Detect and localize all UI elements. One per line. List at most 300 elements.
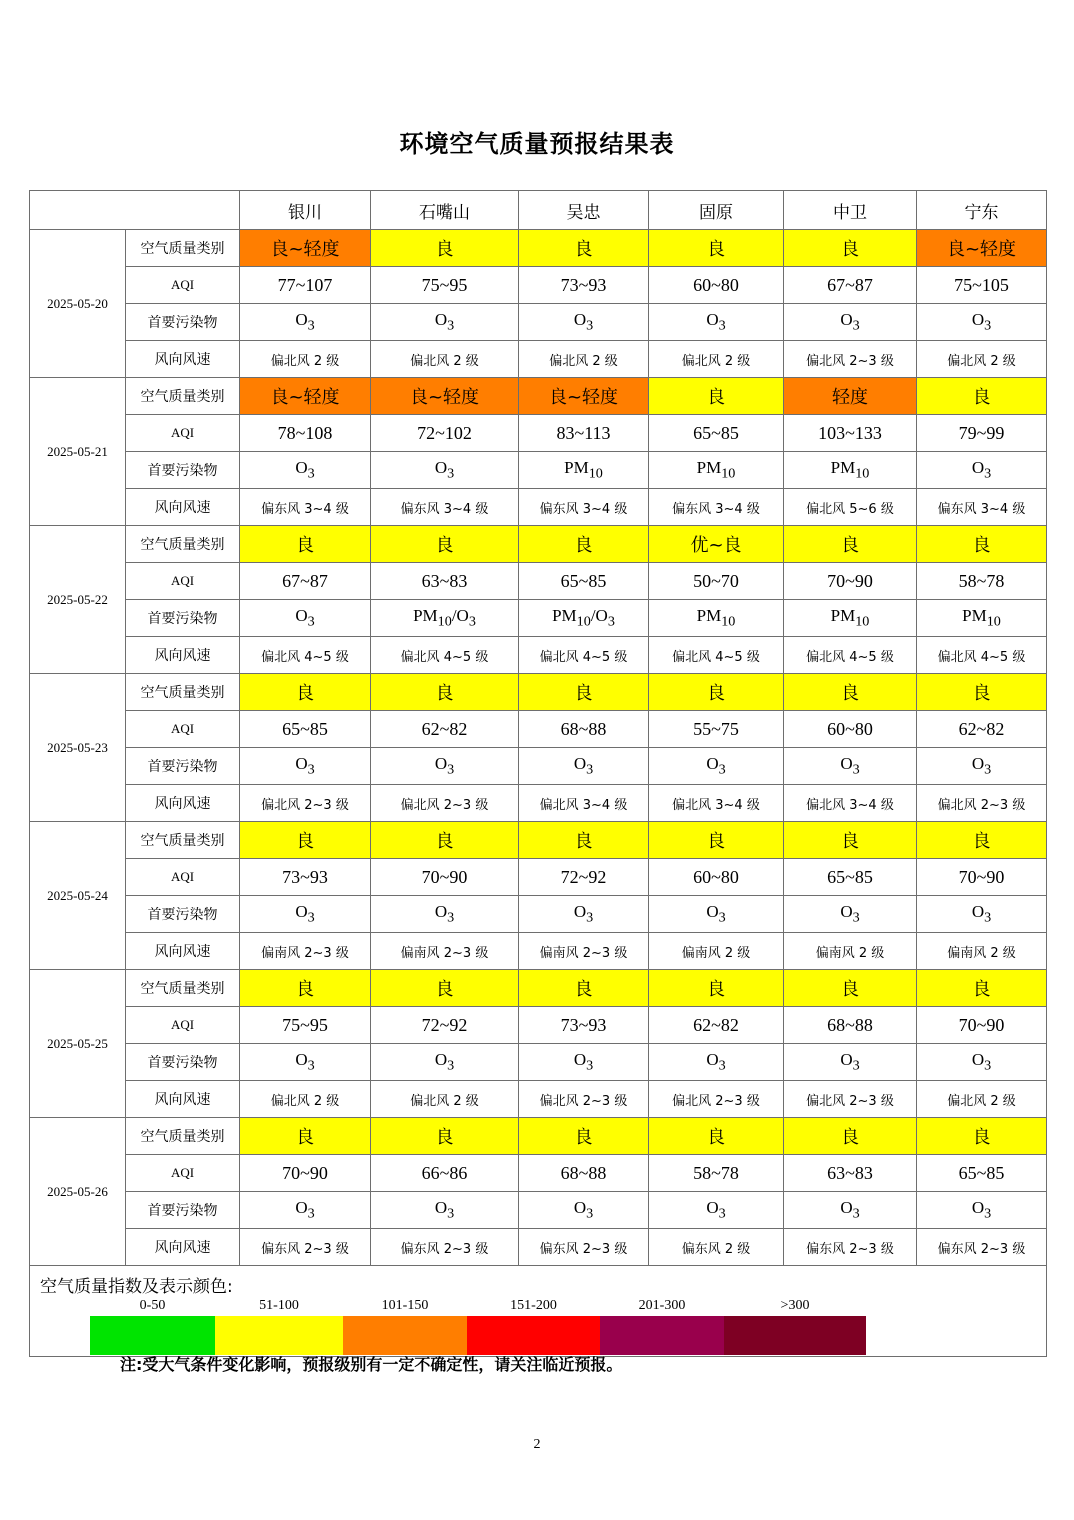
aqi-cell: 65~85	[784, 859, 917, 896]
wind-text: 偏南风 2~3 级	[539, 945, 628, 961]
row-label-category: 空气质量类别	[126, 970, 240, 1007]
row-label-pollutant: 首要污染物	[126, 748, 240, 785]
pollutant-name: O	[295, 753, 308, 773]
pollutant-subscript: 3	[718, 761, 726, 778]
pollutant-name: O	[971, 457, 985, 477]
pollutant-cell	[371, 1044, 519, 1081]
wind-text: 偏北风 4~5 级	[539, 649, 628, 665]
pollutant-name: PM	[962, 605, 987, 625]
pollutant-name: O	[706, 309, 719, 329]
pollutant-cell	[240, 600, 371, 637]
pollutant-subscript: 3	[586, 761, 594, 778]
pollutant-cell	[519, 1044, 649, 1081]
aqi-cell: 65~85	[649, 415, 784, 452]
wind-text: 偏北风 2~3 级	[400, 797, 489, 813]
wind-text: 偏东风 2 级	[681, 1241, 751, 1257]
aqi-range-label: 51-100	[259, 1298, 299, 1313]
aqi-cell: 68~88	[784, 1007, 917, 1044]
pollutant-cell	[649, 1192, 784, 1229]
aqi-cell: 103~133	[784, 415, 917, 452]
pollutant-cell	[240, 896, 371, 933]
pollutant-name: O	[295, 457, 308, 477]
table-row	[30, 267, 1047, 304]
category-cell: 良	[784, 970, 917, 1007]
pollutant-cell	[240, 452, 371, 489]
row-label-wind: 风向风速	[126, 1229, 240, 1266]
row-label-wind: 风向风速	[126, 637, 240, 674]
aqi-color-scale	[90, 1298, 866, 1355]
date-cell: 2025-05-25	[30, 970, 126, 1118]
pollutant-subscript: 3	[447, 761, 455, 778]
aqi-cell: 77~107	[240, 267, 371, 304]
aqi-cell: 62~82	[371, 711, 519, 748]
pollutant-name: O	[573, 753, 587, 773]
aqi-cell: 70~90	[917, 1007, 1047, 1044]
pollutant-subscript: 3	[852, 909, 860, 926]
pollutant-subscript: 3	[307, 465, 315, 482]
category-cell: 良	[917, 1118, 1047, 1155]
wind-text: 偏北风 2~3 级	[937, 797, 1026, 813]
pollutant-name: PM	[830, 457, 856, 477]
wind-cell	[519, 341, 649, 378]
aqi-cell: 72~92	[519, 859, 649, 896]
table-row	[30, 452, 1047, 489]
table-row	[30, 415, 1047, 452]
pollutant-cell	[917, 1192, 1047, 1229]
aqi-cell: 70~90	[784, 563, 917, 600]
pollutant-subscript: 3	[984, 1057, 992, 1074]
wind-text: 偏北风 2 级	[947, 353, 1016, 369]
wind-cell	[649, 933, 784, 970]
pollutant-cell	[519, 600, 649, 637]
pollutant-cell	[917, 1044, 1047, 1081]
pollutant-name: O	[706, 1197, 719, 1217]
pollutant-name: O	[706, 901, 719, 921]
footnote: 注:受大气条件变化影响，预报级别有一定不确定性，请关注临近预报。	[120, 1355, 623, 1374]
wind-cell	[917, 933, 1047, 970]
aqi-cell: 70~90	[371, 859, 519, 896]
pollutant-cell	[649, 748, 784, 785]
table-row	[30, 711, 1047, 748]
aqi-range-label: >300	[780, 1298, 810, 1313]
aqi-cell: 75~95	[371, 267, 519, 304]
pollutant-name: O	[573, 309, 587, 329]
row-label-wind: 风向风速	[126, 341, 240, 378]
pollutant-name: O	[295, 605, 308, 625]
page-number: 2	[533, 1437, 541, 1452]
category-cell: 良~轻度	[371, 378, 519, 415]
wind-text: 偏东风 3~4 级	[400, 501, 489, 517]
table-row	[30, 859, 1047, 896]
aqi-color-swatch	[600, 1298, 724, 1355]
wind-text: 偏北风 4~5 级	[806, 649, 894, 665]
category-cell: 良	[240, 970, 371, 1007]
pollutant-name: /O	[590, 605, 608, 625]
aqi-cell: 73~93	[519, 267, 649, 304]
legend-row	[30, 1266, 1047, 1357]
wind-text: 偏北风 2 级	[270, 1093, 340, 1109]
pollutant-name: O	[971, 1197, 985, 1217]
wind-text: 偏南风 2 级	[815, 945, 885, 961]
row-label-category: 空气质量类别	[126, 1118, 240, 1155]
wind-text: 偏东风 3~4 级	[539, 501, 628, 517]
date-cell: 2025-05-26	[30, 1118, 126, 1266]
aqi-color-swatch	[215, 1298, 343, 1355]
aqi-cell: 62~82	[917, 711, 1047, 748]
pollutant-name: PM	[552, 605, 577, 625]
pollutant-subscript: 3	[307, 613, 315, 630]
pollutant-name: O	[840, 309, 853, 329]
date-cell: 2025-05-21	[30, 378, 126, 526]
pollutant-subscript: 3	[852, 761, 860, 778]
table-row	[30, 1192, 1047, 1229]
pollutant-cell	[784, 896, 917, 933]
table-row	[30, 970, 1047, 1007]
pollutant-subscript: 3	[586, 317, 594, 334]
pollutant-name: PM	[413, 605, 438, 625]
wind-text: 偏北风 2 级	[410, 353, 479, 369]
wind-text: 偏北风 4~5 级	[261, 649, 349, 665]
pollutant-cell	[240, 1044, 371, 1081]
wind-text: 偏南风 2~3 级	[400, 945, 489, 961]
row-label-aqi: AQI	[126, 1155, 240, 1192]
row-label-aqi: AQI	[126, 859, 240, 896]
table-row	[30, 563, 1047, 600]
pollutant-name: O	[840, 1197, 853, 1217]
aqi-cell: 79~99	[917, 415, 1047, 452]
wind-cell	[784, 1081, 917, 1118]
category-cell: 良~轻度	[240, 378, 371, 415]
wind-cell	[784, 933, 917, 970]
category-cell: 良	[649, 230, 784, 267]
category-cell: 优~良	[649, 526, 784, 563]
row-label-pollutant: 首要污染物	[126, 600, 240, 637]
wind-text: 偏北风 2 级	[549, 353, 618, 369]
wind-cell	[917, 785, 1047, 822]
wind-text: 偏东风 2~3 级	[261, 1241, 349, 1257]
pollutant-cell	[784, 304, 917, 341]
category-cell: 良	[649, 970, 784, 1007]
table-row	[30, 637, 1047, 674]
aqi-cell: 70~90	[917, 859, 1047, 896]
wind-text: 偏北风 2 级	[947, 1093, 1016, 1109]
aqi-cell: 65~85	[519, 563, 649, 600]
wind-cell	[784, 341, 917, 378]
pollutant-subscript: 10	[721, 613, 736, 630]
aqi-cell: 67~87	[240, 563, 371, 600]
pollutant-subscript: 3	[307, 1057, 315, 1074]
category-cell: 良~轻度	[519, 378, 649, 415]
table-row	[30, 785, 1047, 822]
wind-text: 偏南风 2~3 级	[261, 945, 349, 961]
wind-text: 偏北风 2~3 级	[539, 1093, 628, 1109]
aqi-cell: 68~88	[519, 711, 649, 748]
wind-cell	[371, 637, 519, 674]
pollutant-subscript: 3	[307, 761, 315, 778]
wind-cell	[649, 1081, 784, 1118]
wind-cell	[240, 341, 371, 378]
category-cell: 良	[649, 378, 784, 415]
aqi-cell: 83~113	[519, 415, 649, 452]
wind-text: 偏东风 2~3 级	[937, 1241, 1026, 1257]
pollutant-cell	[519, 1192, 649, 1229]
table-row	[30, 489, 1047, 526]
wind-cell	[649, 1229, 784, 1266]
pollutant-subscript: 10	[576, 613, 591, 630]
category-cell: 良	[240, 526, 371, 563]
category-cell: 良	[519, 1118, 649, 1155]
wind-cell	[371, 785, 519, 822]
category-cell: 良	[371, 230, 519, 267]
pollutant-name: /O	[451, 605, 469, 625]
pollutant-name: PM	[696, 605, 722, 625]
wind-text: 偏北风 2~3 级	[672, 1093, 760, 1109]
wind-cell	[240, 637, 371, 674]
aqi-cell: 73~93	[519, 1007, 649, 1044]
row-label-category: 空气质量类别	[126, 378, 240, 415]
wind-cell	[784, 1229, 917, 1266]
pollutant-cell	[519, 748, 649, 785]
category-cell: 良	[784, 822, 917, 859]
pollutant-cell	[649, 600, 784, 637]
aqi-color-swatch	[90, 1298, 215, 1355]
category-cell: 良	[519, 970, 649, 1007]
table-row	[30, 1229, 1047, 1266]
category-cell: 良	[240, 822, 371, 859]
aqi-cell: 70~90	[240, 1155, 371, 1192]
wind-cell	[519, 1229, 649, 1266]
pollutant-subscript: 10	[721, 465, 736, 482]
table-row	[30, 230, 1047, 267]
pollutant-subscript: 3	[586, 909, 594, 926]
row-label-pollutant: 首要污染物	[126, 1044, 240, 1081]
aqi-cell: 72~102	[371, 415, 519, 452]
wind-cell	[649, 341, 784, 378]
city-header: 银川	[240, 191, 371, 230]
aqi-cell: 75~95	[240, 1007, 371, 1044]
pollutant-subscript: 3	[984, 1205, 992, 1222]
pollutant-name: O	[971, 1049, 985, 1069]
aqi-cell: 55~75	[649, 711, 784, 748]
pollutant-name: PM	[830, 605, 856, 625]
wind-cell	[649, 785, 784, 822]
pollutant-cell	[240, 748, 371, 785]
category-cell: 良	[519, 526, 649, 563]
aqi-range-label: 201-300	[638, 1298, 686, 1313]
aqi-cell: 63~83	[371, 563, 519, 600]
legend-title: 空气质量指数及表示颜色:	[40, 1277, 233, 1297]
pollutant-name: O	[295, 901, 308, 921]
aqi-cell: 72~92	[371, 1007, 519, 1044]
wind-cell	[917, 637, 1047, 674]
pollutant-cell	[784, 1192, 917, 1229]
pollutant-name: O	[971, 901, 985, 921]
pollutant-subscript: 3	[447, 909, 455, 926]
wind-text: 偏北风 2 级	[410, 1093, 479, 1109]
pollutant-subscript: 3	[307, 1205, 315, 1222]
aqi-cell: 63~83	[784, 1155, 917, 1192]
pollutant-name: O	[706, 1049, 719, 1069]
pollutant-subscript: 3	[984, 761, 992, 778]
pollutant-cell	[917, 304, 1047, 341]
city-header: 固原	[649, 191, 784, 230]
wind-text: 偏北风 5~6 级	[806, 501, 894, 517]
pollutant-name: O	[434, 901, 448, 921]
aqi-range-label: 151-200	[510, 1298, 557, 1313]
pollutant-name: O	[971, 753, 985, 773]
date-cell: 2025-05-20	[30, 230, 126, 378]
category-cell: 良	[784, 1118, 917, 1155]
pollutant-cell	[917, 452, 1047, 489]
aqi-color-swatch	[467, 1298, 600, 1355]
pollutant-name: O	[971, 309, 985, 329]
category-cell: 良	[240, 1118, 371, 1155]
pollutant-name: O	[840, 753, 853, 773]
pollutant-subscript: 10	[588, 465, 603, 482]
pollutant-cell	[649, 304, 784, 341]
pollutant-cell	[917, 896, 1047, 933]
city-header: 中卫	[784, 191, 917, 230]
category-cell: 良	[784, 230, 917, 267]
pollutant-cell	[371, 1192, 519, 1229]
date-cell: 2025-05-23	[30, 674, 126, 822]
aqi-cell: 68~88	[519, 1155, 649, 1192]
category-cell: 良	[519, 822, 649, 859]
table-row	[30, 933, 1047, 970]
wind-cell	[917, 1229, 1047, 1266]
row-label-wind: 风向风速	[126, 489, 240, 526]
wind-cell	[649, 489, 784, 526]
pollutant-cell	[371, 452, 519, 489]
category-cell: 良	[917, 674, 1047, 711]
pollutant-name: O	[295, 1197, 308, 1217]
pollutant-name: PM	[564, 457, 589, 477]
pollutant-cell	[519, 452, 649, 489]
city-header: 石嘴山	[371, 191, 519, 230]
wind-cell	[784, 637, 917, 674]
category-cell: 良	[917, 526, 1047, 563]
header-row	[30, 191, 1047, 230]
aqi-range-label: 0-50	[139, 1298, 166, 1313]
pollutant-name: O	[706, 753, 719, 773]
aqi-cell: 73~93	[240, 859, 371, 896]
header-corner	[30, 191, 240, 230]
forecast-table	[29, 190, 1047, 1357]
wind-text: 偏东风 3~4 级	[261, 501, 349, 517]
category-cell: 良	[371, 822, 519, 859]
category-cell: 良	[917, 378, 1047, 415]
legend-cell	[30, 1266, 1047, 1357]
wind-text: 偏北风 2 级	[681, 353, 751, 369]
wind-text: 偏北风 2~3 级	[806, 353, 894, 369]
pollutant-subscript: 3	[852, 1057, 860, 1074]
category-cell: 良	[371, 526, 519, 563]
wind-text: 偏南风 2 级	[681, 945, 751, 961]
wind-cell	[917, 489, 1047, 526]
pollutant-name: O	[434, 1049, 448, 1069]
pollutant-subscript: 3	[607, 613, 615, 630]
city-header: 吴忠	[519, 191, 649, 230]
wind-cell	[784, 489, 917, 526]
category-cell: 良	[917, 970, 1047, 1007]
pollutant-name: O	[573, 1049, 587, 1069]
row-label-aqi: AQI	[126, 711, 240, 748]
pollutant-subscript: 3	[852, 1205, 860, 1222]
pollutant-subscript: 3	[447, 1205, 455, 1222]
pollutant-name: O	[295, 309, 308, 329]
city-header: 宁东	[917, 191, 1047, 230]
table-row	[30, 304, 1047, 341]
pollutant-cell	[519, 896, 649, 933]
row-label-aqi: AQI	[126, 1007, 240, 1044]
pollutant-subscript: 3	[718, 317, 726, 334]
row-label-pollutant: 首要污染物	[126, 1192, 240, 1229]
aqi-cell: 67~87	[784, 267, 917, 304]
pollutant-name: O	[573, 901, 587, 921]
category-cell: 轻度	[784, 378, 917, 415]
table-row	[30, 341, 1047, 378]
aqi-cell: 65~85	[917, 1155, 1047, 1192]
pollutant-subscript: 3	[447, 465, 455, 482]
wind-cell	[917, 1081, 1047, 1118]
pollutant-name: PM	[696, 457, 722, 477]
pollutant-name: O	[434, 309, 448, 329]
table-row	[30, 896, 1047, 933]
category-cell: 良	[371, 970, 519, 1007]
pollutant-cell	[784, 748, 917, 785]
pollutant-name: O	[434, 457, 448, 477]
category-cell: 良	[371, 674, 519, 711]
wind-text: 偏北风 3~4 级	[539, 797, 628, 813]
row-label-category: 空气质量类别	[126, 526, 240, 563]
wind-cell	[519, 489, 649, 526]
wind-text: 偏南风 2 级	[947, 945, 1016, 961]
category-cell: 良	[917, 822, 1047, 859]
category-cell: 良	[649, 674, 784, 711]
wind-cell	[371, 933, 519, 970]
table-row	[30, 1044, 1047, 1081]
wind-text: 偏东风 2~3 级	[806, 1241, 894, 1257]
table-row	[30, 1155, 1047, 1192]
aqi-cell: 78~108	[240, 415, 371, 452]
wind-text: 偏北风 4~5 级	[672, 649, 760, 665]
row-label-pollutant: 首要污染物	[126, 896, 240, 933]
category-cell: 良	[240, 674, 371, 711]
wind-cell	[240, 489, 371, 526]
wind-cell	[240, 933, 371, 970]
category-cell: 良	[371, 1118, 519, 1155]
pollutant-cell	[371, 600, 519, 637]
date-cell: 2025-05-24	[30, 822, 126, 970]
row-label-category: 空气质量类别	[126, 674, 240, 711]
aqi-cell: 58~78	[649, 1155, 784, 1192]
pollutant-subscript: 3	[852, 317, 860, 334]
wind-text: 偏东风 3~4 级	[672, 501, 760, 517]
category-cell: 良	[519, 674, 649, 711]
pollutant-subscript: 10	[437, 613, 452, 630]
table-row	[30, 526, 1047, 563]
pollutant-name: O	[840, 901, 853, 921]
pollutant-cell	[649, 896, 784, 933]
wind-text: 偏北风 2~3 级	[261, 797, 349, 813]
row-label-wind: 风向风速	[126, 933, 240, 970]
pollutant-name: O	[434, 1197, 448, 1217]
row-label-wind: 风向风速	[126, 1081, 240, 1118]
table-row	[30, 378, 1047, 415]
aqi-cell: 65~85	[240, 711, 371, 748]
category-cell: 良	[519, 230, 649, 267]
aqi-cell: 50~70	[649, 563, 784, 600]
